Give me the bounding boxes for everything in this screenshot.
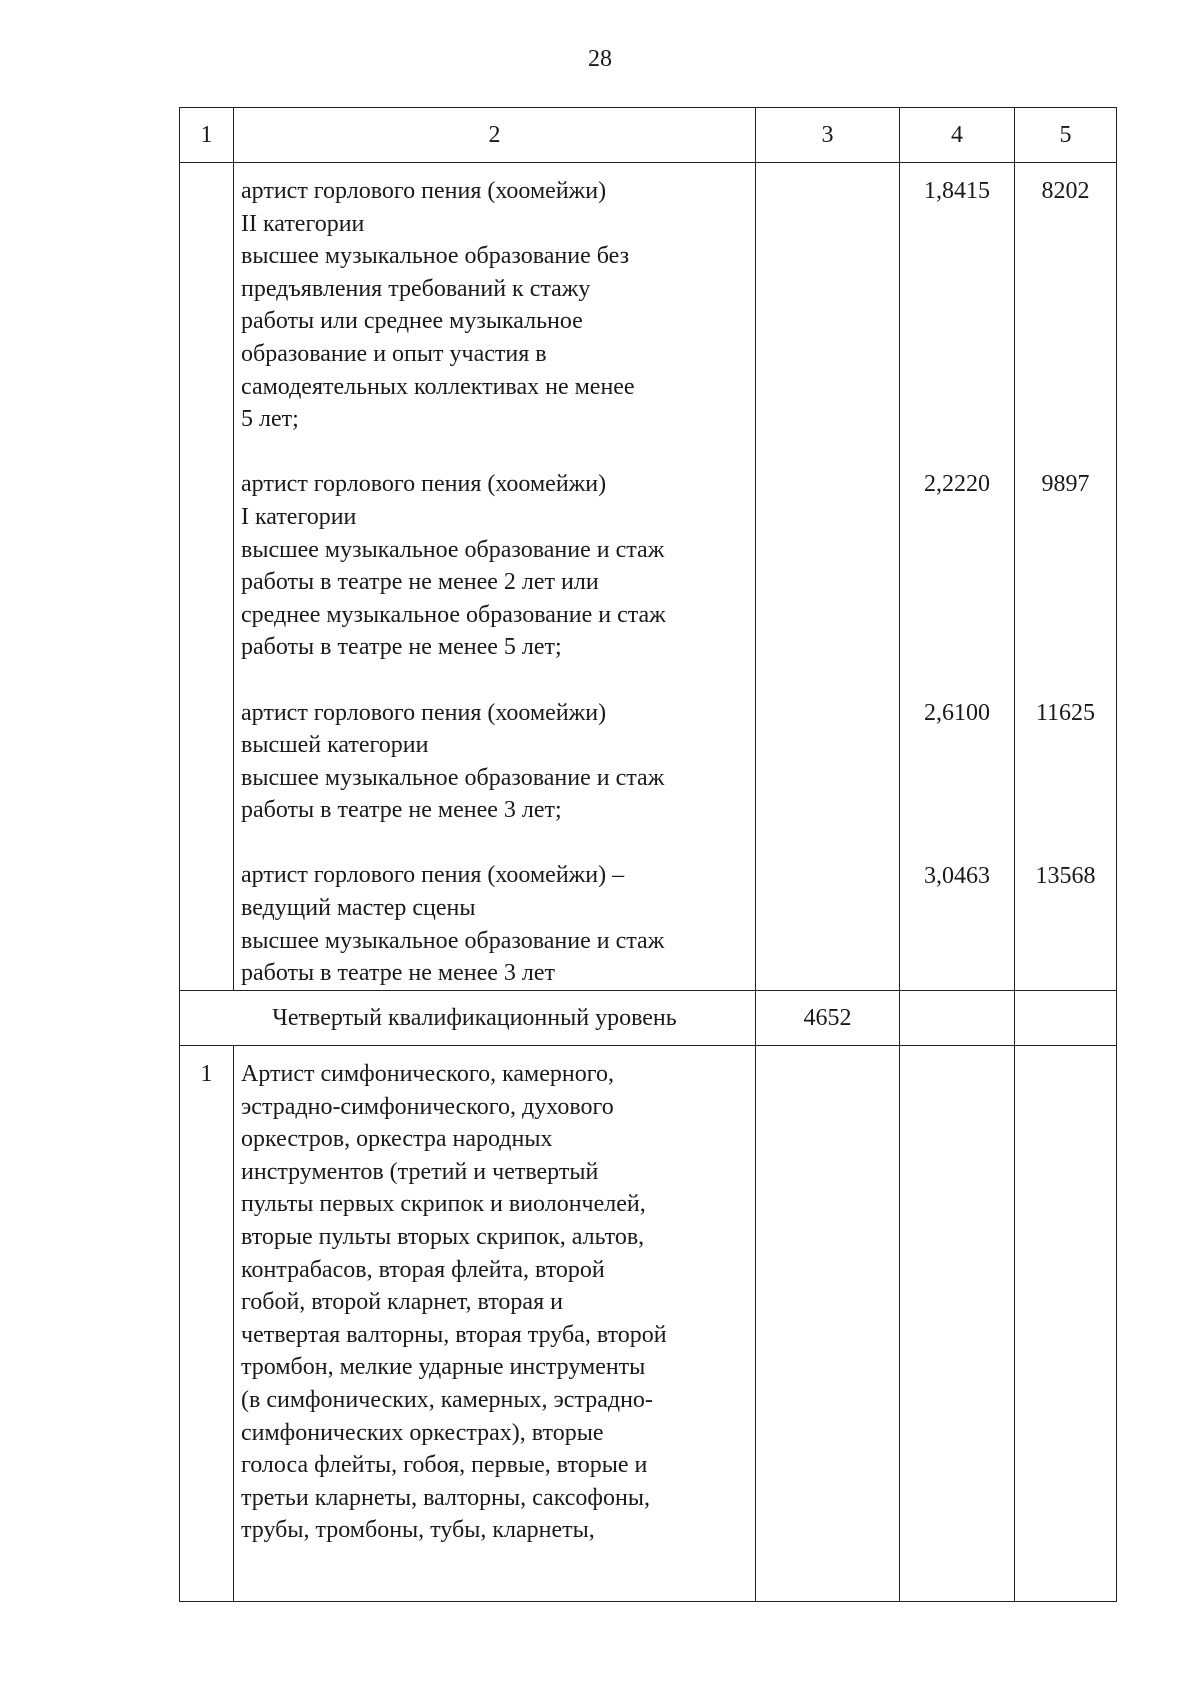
position-entry	[241, 468, 751, 664]
description-line: трубы, тромбоны, тубы, кларнеты,	[241, 1517, 595, 1544]
position-requirement-line: работы в театре не менее 3 лет;	[241, 797, 562, 824]
position-requirement-line: среднее музыкальное образование и стаж	[241, 601, 666, 628]
header-col-2: 2	[234, 108, 756, 163]
position-category: I категории	[241, 503, 357, 530]
description-line: оркестров, оркестра народных	[241, 1126, 553, 1153]
description-line: контрабасов, вторая флейта, второй	[241, 1256, 605, 1283]
header-col-5: 5	[1015, 108, 1117, 163]
description-line: симфонических оркестрах), вторые	[241, 1419, 604, 1446]
description-line: голоса флейты, гобоя, первые, вторые и	[241, 1452, 648, 1479]
position-entry	[241, 697, 751, 827]
position-title: артист горлового пения (хоомейжи)	[241, 178, 607, 204]
table-header-row	[180, 108, 1117, 163]
row-number-cell	[180, 163, 234, 991]
qualification-level-label: Четвертый квалификационный уровень	[180, 990, 756, 1045]
position-entry	[241, 175, 751, 436]
header-col-4: 4	[900, 108, 1015, 163]
description-line: четвертая валторны, вторая труба, второй	[241, 1321, 667, 1348]
empty-cell	[900, 990, 1015, 1045]
description-line: вторые пульты вторых скрипок, альтов,	[241, 1223, 645, 1250]
empty-cell	[900, 1045, 1015, 1601]
position-requirement-line: 5 лет;	[241, 406, 299, 433]
coefficient-value: 2,6100	[924, 699, 990, 726]
position-requirement-line: высшее музыкальное образование и стаж	[241, 764, 665, 791]
description-line: эстрадно-симфонического, духового	[241, 1093, 614, 1120]
coefficient-value: 1,8415	[924, 178, 990, 204]
qualification-level-row	[180, 990, 1117, 1045]
salary-value: 8202	[1041, 178, 1090, 204]
position-requirement-line: работы или среднее музыкальное	[241, 308, 583, 335]
orchestra-artist-description	[234, 1045, 756, 1601]
salary-value: 13568	[1035, 862, 1096, 889]
description-line: инструментов (третий и четвертый	[241, 1158, 599, 1185]
position-title: артист горлового пения (хоомейжи)	[241, 699, 607, 726]
orchestra-artist-row	[180, 1045, 1117, 1601]
position-entry	[241, 859, 751, 989]
salary-value: 11625	[1035, 699, 1096, 726]
coefficient-value: 2,2220	[924, 471, 990, 498]
position-category: высшей категории	[241, 732, 429, 759]
position-requirement-line: высшее музыкальное образование без	[241, 243, 630, 270]
position-title: артист горлового пения (хоомейжи) –	[241, 862, 625, 889]
description-line: Артист симфонического, камерного,	[241, 1060, 614, 1087]
position-requirement-line: работы в театре не менее 3 лет	[241, 960, 555, 987]
description-line: гобой, второй кларнет, вторая и	[241, 1289, 563, 1316]
empty-cell	[1015, 1045, 1117, 1601]
coefficient-value: 3,0463	[924, 862, 990, 889]
description-line: тромбон, мелкие ударные инструменты	[241, 1354, 646, 1381]
position-requirement-line: высшее музыкальное образование и стаж	[241, 536, 665, 563]
description-line: третьи кларнеты, валторны, саксофоны,	[241, 1484, 650, 1511]
page-number: 28	[588, 46, 612, 72]
header-col-3: 3	[756, 108, 900, 163]
position-requirement-line: предъявления требований к стажу	[241, 275, 591, 302]
coefficient-cell	[900, 163, 1015, 991]
description-line: пульты первых скрипок и виолончелей,	[241, 1191, 646, 1218]
positions-cell	[234, 163, 756, 991]
row-number: 1	[180, 1045, 234, 1601]
position-requirement-line: работы в театре не менее 2 лет или	[241, 569, 599, 596]
header-col-1: 1	[180, 108, 234, 163]
qualification-table	[179, 107, 1117, 1602]
base-salary-cell	[756, 163, 900, 991]
position-requirement-line: работы в театре не менее 5 лет;	[241, 634, 562, 661]
salary-value: 9897	[1041, 471, 1090, 498]
salary-cell	[1015, 163, 1117, 991]
position-category: ведущий мастер сцены	[241, 895, 476, 922]
empty-cell	[756, 1045, 900, 1601]
position-title: артист горлового пения (хоомейжи)	[241, 471, 607, 498]
throat-singing-row	[180, 163, 1117, 991]
qualification-level-amount: 4652	[756, 990, 900, 1045]
position-requirement-line: самодеятельных коллективах не менее	[241, 373, 635, 400]
empty-cell	[1015, 990, 1117, 1045]
position-requirement-line: высшее музыкальное образование и стаж	[241, 927, 665, 954]
description-line: (в симфонических, камерных, эстрадно-	[241, 1386, 653, 1413]
position-category: II категории	[241, 210, 365, 237]
position-requirement-line: образование и опыт участия в	[241, 340, 547, 367]
